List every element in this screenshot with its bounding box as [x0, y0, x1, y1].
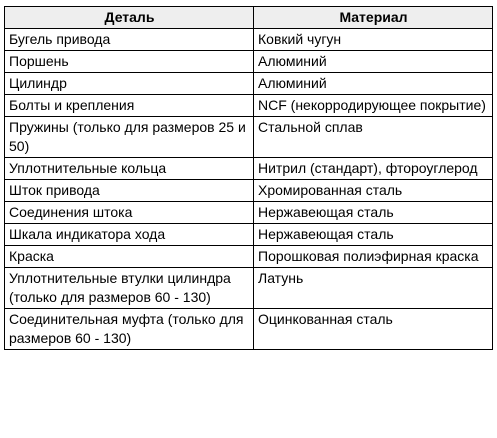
material-cell: Хромированная сталь: [254, 180, 493, 202]
table-row: [5, 73, 493, 95]
material-cell: Оцинкованная сталь: [254, 309, 493, 350]
table-row: [5, 202, 493, 224]
material-cell: Ковкий чугун: [254, 29, 493, 51]
material-cell: Порошковая полиэфирная краска: [254, 246, 493, 268]
material-cell: Алюминий: [254, 51, 493, 73]
part-cell: Болты и крепления: [5, 95, 254, 117]
part-cell: Цилиндр: [5, 73, 254, 95]
part-cell: Соединения штока: [5, 202, 254, 224]
header-row: [5, 7, 493, 29]
material-cell: Алюминий: [254, 73, 493, 95]
table-row: [5, 51, 493, 73]
part-cell: Уплотнительные втулки цилиндра (только для размеров 60 - 130): [5, 268, 254, 309]
table-row: [5, 95, 493, 117]
table-row: [5, 180, 493, 202]
header-material: Материал: [254, 7, 493, 29]
part-cell: Шкала индикатора хода: [5, 224, 254, 246]
part-cell: Шток привода: [5, 180, 254, 202]
table-row: [5, 117, 493, 158]
part-cell: Бугель привода: [5, 29, 254, 51]
material-cell: NCF (некорродирующее покрытие): [254, 95, 493, 117]
material-cell: Латунь: [254, 268, 493, 309]
material-cell: Нитрил (стандарт), фтороуглерод: [254, 158, 493, 180]
table-row: [5, 158, 493, 180]
table-row: [5, 29, 493, 51]
part-cell: Поршень: [5, 51, 254, 73]
table-row: [5, 309, 493, 350]
table-row: [5, 246, 493, 268]
table-row: [5, 224, 493, 246]
material-cell: Нержавеющая сталь: [254, 224, 493, 246]
material-cell: Стальной сплав: [254, 117, 493, 158]
table-row: [5, 268, 493, 309]
part-cell: Уплотнительные кольца: [5, 158, 254, 180]
header-part: Деталь: [5, 7, 254, 29]
parts-materials-table: [4, 6, 493, 350]
material-cell: Нержавеющая сталь: [254, 202, 493, 224]
part-cell: Краска: [5, 246, 254, 268]
part-cell: Пружины (только для размеров 25 и 50): [5, 117, 254, 158]
part-cell: Соединительная муфта (только для размеров 60 - 130): [5, 309, 254, 350]
